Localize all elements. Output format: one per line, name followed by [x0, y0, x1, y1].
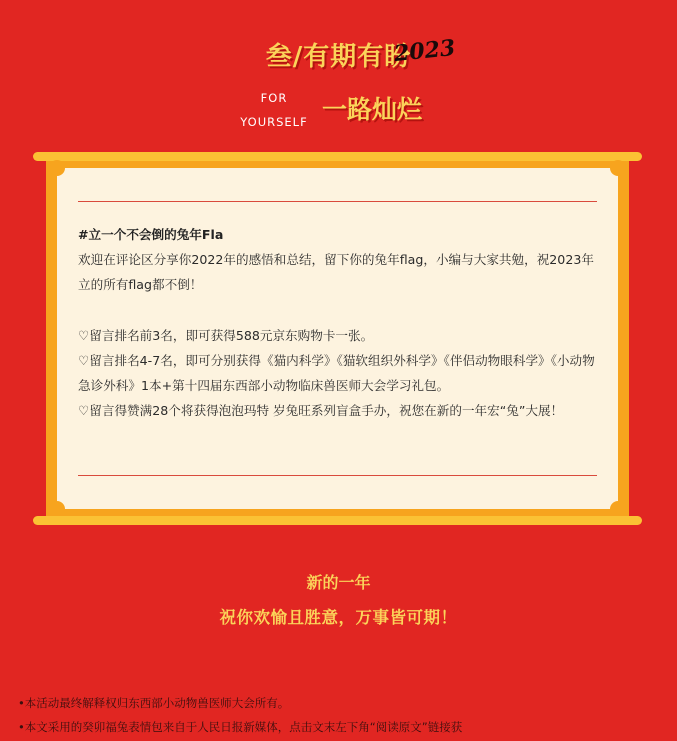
- prize-item: ♡留言排名前3名，即可获得588元京东购物卡一张。: [78, 328, 374, 343]
- header: [0, 36, 677, 73]
- footnote: •本文采用的癸卯福兔表情包来自于人民日报新媒体，点击文末左下角“阅读原文”链接获: [18, 720, 463, 734]
- page-title: 叁/有期有盼: [265, 42, 412, 72]
- wish-message: 祝你欢愉且胜意，万事皆可期！: [219, 608, 458, 627]
- yourself-label: YOURSELF: [240, 115, 308, 129]
- corner-decoration: [49, 160, 65, 176]
- prize-item: ♡留言得赞满28个将获得泡泡玛特 岁兔旺系列盲盒手办，祝您在新的一年宏“兔”大展！: [78, 403, 564, 418]
- divider: [78, 475, 597, 476]
- corner-decoration: [610, 501, 626, 517]
- slogan: 一路灿烂: [322, 95, 423, 124]
- scroll-bottom-rod: [33, 516, 642, 525]
- year-script: 2023: [392, 34, 457, 68]
- prize-item: ♡留言排名4-7名，即可分别获得《猫内科学》《猫软组织外科学》《伴侣动物眼科学》《小动物急诊外科》1本+第十四届东西部小动物临床兽医师大会学习礼包。: [78, 353, 595, 393]
- for-yourself-label: [236, 86, 312, 134]
- activity-content: [78, 222, 602, 423]
- footnote: •本活动最终解释权归东西部小动物兽医师大会所有。: [18, 696, 290, 710]
- divider: [78, 201, 597, 202]
- activity-hashtag: #立一个不会倒的兔年Fla: [78, 227, 224, 242]
- wish-heading: 新的一年: [306, 573, 371, 592]
- for-label: FOR: [260, 91, 288, 105]
- corner-decoration: [49, 501, 65, 517]
- scroll-paper: [57, 168, 618, 509]
- scroll-top-rod: [33, 152, 642, 161]
- corner-decoration: [610, 160, 626, 176]
- activity-intro: 欢迎在评论区分享你2022年的感悟和总结，留下你的兔年flag，小编与大家共勉，祝2023年立的所有flag都不倒！: [78, 252, 594, 292]
